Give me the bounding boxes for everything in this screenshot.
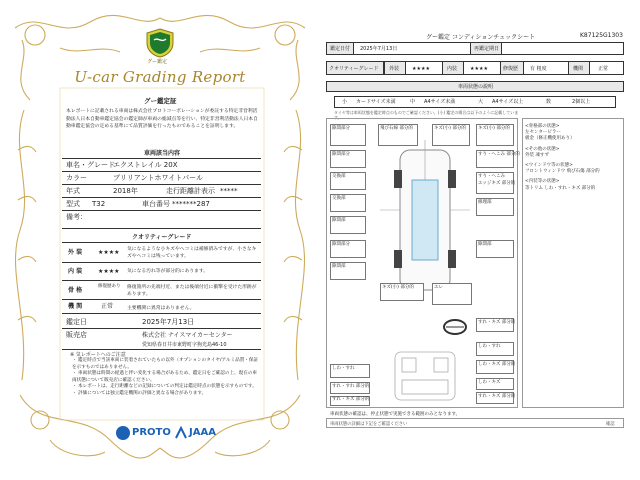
footer-note: 車両状態の確認は、停止状態で実施できる範囲のみとなります。: [330, 412, 461, 417]
side-note-line: フロントウィンドウ 飛び石傷 部分的: [525, 169, 600, 175]
side-note-line: 板金（修正機使用あり）: [525, 136, 575, 142]
damage-label: すり・へこみ 部分的: [478, 152, 520, 157]
damage-label: キズ(小) 部分的: [382, 285, 414, 290]
type-value: T32: [92, 200, 106, 208]
year-label: 年式: [66, 187, 80, 195]
damage-label: 隙間部分: [332, 242, 350, 247]
intro-text: 本レポートに記載される車両は株式会社プロトコーポレーションが委託する特定非営利活動法人日本自動車鑑定協会の鑑定師が車両の総減点等を行い、特定非営利活動法人日本自動車鑑定協会の定める基準にて品質評価を行ったものであることを証明します。: [66, 109, 258, 129]
side-notes-title: <骨格部の状態>: [525, 124, 560, 129]
note-label: 備考：: [66, 213, 87, 221]
legend-label-large: 大: [478, 99, 484, 105]
grade-label-repair: 修復歴: [503, 66, 519, 72]
model-label: 車名・グレード: [66, 161, 115, 169]
sheet-header-title: グー鑑定 コンディションチェックシート: [426, 34, 536, 41]
grade-value-exterior: ★★★★: [412, 66, 430, 72]
quality-stars-engine: 正常: [101, 303, 114, 310]
damage-label: キズ(小) 部分的: [434, 126, 466, 131]
script-title: U-car Grading Report: [74, 68, 246, 86]
damage-label: すり・へこみ: [478, 174, 505, 179]
year-value: 2018年: [113, 187, 138, 195]
divider: [62, 262, 261, 263]
condition-check-sheet: [320, 0, 640, 480]
quality-stars-exterior: ★★★★: [98, 249, 120, 256]
damage-label: しわ・すれ: [478, 344, 501, 349]
quality-label-exterior: 外 装: [68, 249, 83, 256]
date-label: 鑑定日: [66, 318, 87, 326]
vin-value: *******287: [172, 200, 210, 208]
notes-list: [72, 358, 260, 398]
damage-label: すれ・キズ 部分的: [478, 320, 516, 325]
divider: [62, 197, 261, 198]
steering-wheel-icon: [442, 318, 468, 336]
grade-value-engine: 正常: [598, 66, 609, 72]
footer-mark: 確認: [606, 422, 615, 427]
legend-label-small: 小: [342, 99, 348, 105]
damage-label: 交換部: [332, 196, 346, 201]
damage-label: 交換部: [332, 174, 346, 179]
notes-title: ※ 気レポートへのご注意: [70, 352, 126, 358]
inspect-date-label: 鑑定日付: [330, 46, 351, 52]
side-note-line: 左センターピラー: [525, 130, 561, 136]
quality-desc-frame: 修復箇所の先端付近、または後端付近に衝撃を受けた形跡があります。: [127, 285, 257, 297]
side-note-line: <その他の状態>: [525, 146, 560, 152]
damage-label: すれ・すれ 部分的: [332, 384, 370, 389]
proto-logo-icon: [116, 426, 130, 440]
damage-label: エッジキズ 部分的: [478, 181, 516, 186]
damage-label: 飛び石線 部分的: [380, 126, 413, 131]
note-item: ・ 本レポートは、走行距離などの記録についての判定は鑑定時点の状態を示すものです。: [72, 384, 257, 390]
quality-desc-exterior: 気になるような小キズやヘコミは補修済みですが、小さなキズやヘコミは残っています。: [127, 247, 257, 259]
period-label: 再鑑定期日: [474, 46, 500, 52]
quality-stars-interior: ★★★★: [98, 268, 120, 275]
shop-label: 販売店: [66, 331, 87, 339]
divider: [62, 349, 261, 350]
damage-label: 隙間部: [332, 264, 346, 269]
shop-value: 株式会社 ナイスマイカーセンター: [142, 332, 233, 339]
grade-label-interior: 内装: [447, 66, 458, 72]
proto-logo: PROTO: [132, 427, 171, 438]
quality-title: クオリティーグレード: [132, 234, 192, 241]
side-note-line: <内装等の状態>: [525, 179, 560, 185]
damage-label: すれ・キズ 部分的: [332, 397, 370, 402]
note-item: ・ 評価については独立鑑定機関の評価と異なる場合があります。: [72, 390, 207, 396]
divider: [62, 158, 261, 159]
grade-value-repair: 有 粗度: [530, 66, 547, 72]
grade-label-exterior: 外装: [389, 66, 400, 72]
legend-value-small: カードサイズ未満: [356, 99, 396, 105]
type-label: 型式: [66, 200, 80, 208]
damage-label: 隙間部: [478, 242, 492, 247]
state-title: 車両状態の説明: [458, 84, 494, 90]
certificate-id: K87125G1303: [580, 32, 623, 39]
damage-label: しわ・キズ: [478, 380, 501, 385]
legend-label-medium: 中: [410, 99, 416, 105]
note-item: ・ 鑑定時点で当該車両に装着されていたもの以外（オプションのタイヤ/アルミ品質・保証を示すものではありません。: [72, 358, 259, 370]
damage-label: しわ・すれ: [332, 366, 355, 371]
damage-label: 隙間部分: [332, 126, 350, 131]
legend-note: タイヤ等は車両状態を鑑定時点のものでご確認ください。(小) 鑑定の場合は以下のように記載しています。: [334, 110, 519, 120]
color-label: カラー: [66, 174, 87, 182]
certificate-subtitle: グー鑑定証: [144, 97, 177, 105]
damage-label: すれ・キズ 部分的: [478, 394, 516, 399]
mileage-label: 走行距離計表示: [166, 187, 215, 195]
goo-shield-icon: [146, 28, 174, 58]
side-note-line: <ウインドウ等の状態>: [525, 163, 573, 169]
divider: [62, 299, 261, 300]
legend-value-medium: A4サイズ未満: [424, 99, 456, 105]
damage-label: 隙間部: [332, 218, 346, 223]
divider: [62, 280, 261, 281]
note-item: ・ 車両状態は時間の経過と伴い変化する場合があるため、鑑定日をご確認の上、現在の車両状態について販売店に確認ください。: [72, 371, 258, 383]
divider: [62, 313, 261, 314]
damage-label: しわ・キズ 部分的: [478, 362, 516, 367]
legend-value-large: A4サイズ以上: [492, 99, 524, 105]
vehicle-section-title: 車両該当内容: [144, 150, 181, 157]
car-top-view-icon: [380, 140, 470, 300]
jaaa-logo-icon: [174, 426, 188, 440]
quality-desc-engine: 主要機関に異常はありません。: [127, 306, 195, 311]
quality-desc-interior: 気になる汚れ等が部分的にあります。: [127, 269, 209, 274]
quality-label-interior: 内 装: [68, 268, 83, 275]
quality-label-engine: 機 関: [68, 303, 83, 310]
damage-label: キズ(小) 部分的: [478, 126, 510, 131]
quality-label-frame: 骨 格: [68, 287, 83, 294]
divider: [62, 242, 261, 243]
car-interior-view-icon: [390, 350, 460, 402]
side-notes: [525, 124, 621, 192]
divider: [62, 228, 261, 229]
damage-label: 隙間部分: [332, 152, 350, 157]
divider: [62, 328, 261, 329]
jaaa-logo: JAAA: [189, 427, 216, 438]
badge-text: グー鑑定: [147, 59, 168, 65]
grade-value-interior: ★★★★: [470, 66, 488, 72]
damage-label: エレ: [434, 285, 443, 290]
quality-grade-label: クオリティーグレード: [329, 66, 379, 72]
legend-label-count: 数: [546, 99, 552, 105]
damage-label: 修理部: [478, 200, 492, 205]
mileage-value: *****: [220, 187, 238, 195]
legend-value-count: 2個以上: [572, 99, 591, 105]
address-value: 愛知県春日井市東野町字狗光島46-10: [142, 342, 227, 348]
divider: [62, 171, 261, 172]
model-value: エクストレイル 20X: [113, 161, 178, 169]
grade-label-engine: 機関: [573, 66, 584, 72]
side-note-line: 等トリム しわ・すれ・キズ 部分的: [525, 185, 596, 191]
divider: [62, 210, 261, 211]
date-value: 2025年7月13日: [142, 318, 195, 326]
side-note-line: 外装 凍すず: [525, 152, 549, 158]
color-value: ブリリアントホワイトパール: [113, 174, 203, 182]
footer-left: 車両状態の詳細は下記をご確認ください: [330, 422, 408, 427]
vin-label: 車台番号: [142, 200, 170, 208]
quality-stars-frame: 修復歴あり: [98, 284, 121, 289]
inspect-date-value: 2025年7月13日: [360, 46, 398, 52]
divider: [62, 184, 261, 185]
